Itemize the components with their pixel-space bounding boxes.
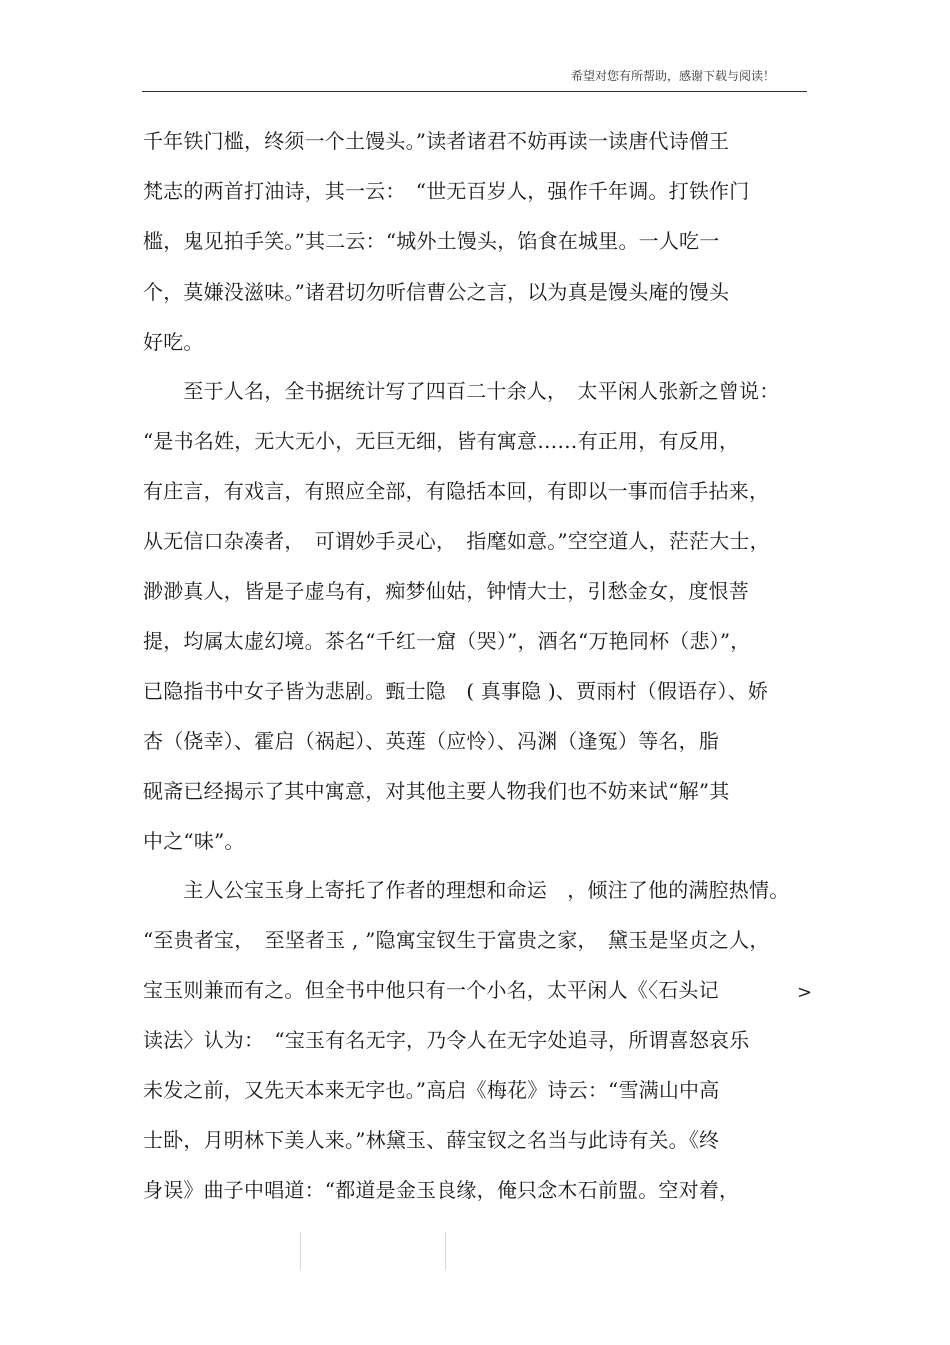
header-divider	[142, 91, 807, 92]
text-line: 提，均属太虚幻境。茶名“千红一窟（哭）”，酒名“万艳同杯（悲）”，	[143, 629, 751, 653]
text-line: 主人公宝玉身上寄托了作者的理想和命运 ，倾注了他的满腔热情。	[143, 878, 790, 902]
text-line: 梵志的两首打油诗，其一云： “世无百岁人，强作千年调。打铁作门	[143, 179, 750, 203]
text-line: 宝玉则兼而有之。但全书中他只有一个小名，太平闲人《〈石头记	[143, 978, 719, 1002]
page-header-text: 希望对您有所帮助，感谢下载与阅读！	[570, 69, 775, 83]
text-line: 千年铁门槛，终须一个土馒头。”读者诸君不妨再读一读唐代诗僧王	[143, 129, 730, 153]
text-line: 槛，鬼见拍手笑。”其二云：“城外土馒头，馅食在城里。一人吃一	[143, 229, 720, 253]
text-line: 从无信口杂凑者， 可谓妙手灵心， 指麾如意。”空空道人，茫茫大士，	[143, 529, 770, 553]
text-line: 个，莫嫌没滋味。”诸君切勿听信曹公之言，以为真是馒头庵的馒头	[143, 280, 730, 304]
text-line: “至贵者宝， 至坚者玉 , ”隐寓宝钗生于富贵之家， 黛玉是坚贞之人，	[143, 928, 770, 952]
text-line: 至于人名，全书据统计写了四百二十余人， 太平闲人张新之曾说：	[143, 379, 780, 403]
footer-divider	[300, 1232, 301, 1270]
text-line: 未发之前，又先天本来无字也。”高启《梅花》诗云：“雪满山中高	[143, 1078, 720, 1102]
text-line: “是书名姓，无大无小，无巨无细，皆有寓意……有正用，有反用，	[143, 429, 740, 453]
stray-mark: >	[797, 982, 813, 1003]
text-line: 已隐指书中女子皆为悲剧。甄士隐 ( 真事隐 )、贾雨村（假语存）、娇	[143, 679, 769, 703]
text-line: 士卧，月明林下美人来。”林黛玉、薛宝钗之名当与此诗有关。《终	[143, 1128, 720, 1152]
text-line: 渺渺真人，皆是子虚乌有，痴梦仙姑，钟情大士，引愁金女，度恨菩	[143, 579, 749, 603]
text-line: 有庄言，有戏言，有照应全部，有隐括本回，有即以一事而信手拈来，	[143, 479, 770, 503]
text-line: 砚斋已经揭示了其中寓意，对其他主要人物我们也不妨来试“解”其	[143, 779, 730, 803]
text-line: 好吃。	[143, 330, 204, 354]
footer-divider	[445, 1232, 446, 1270]
text-line: 中之“味”。	[143, 829, 245, 853]
text-line: 读法〉认为： “宝玉有名无字，乃令人在无字处追寻，所谓喜怒哀乐	[143, 1028, 750, 1052]
text-line: 身误》曲子中唱道：“都道是金玉良缘，俺只念木石前盟。空对着，	[143, 1178, 740, 1202]
text-line: 杏（侥幸）、霍启（祸起）、英莲（应怜）、冯渊（逢冤）等名，脂	[143, 729, 719, 753]
